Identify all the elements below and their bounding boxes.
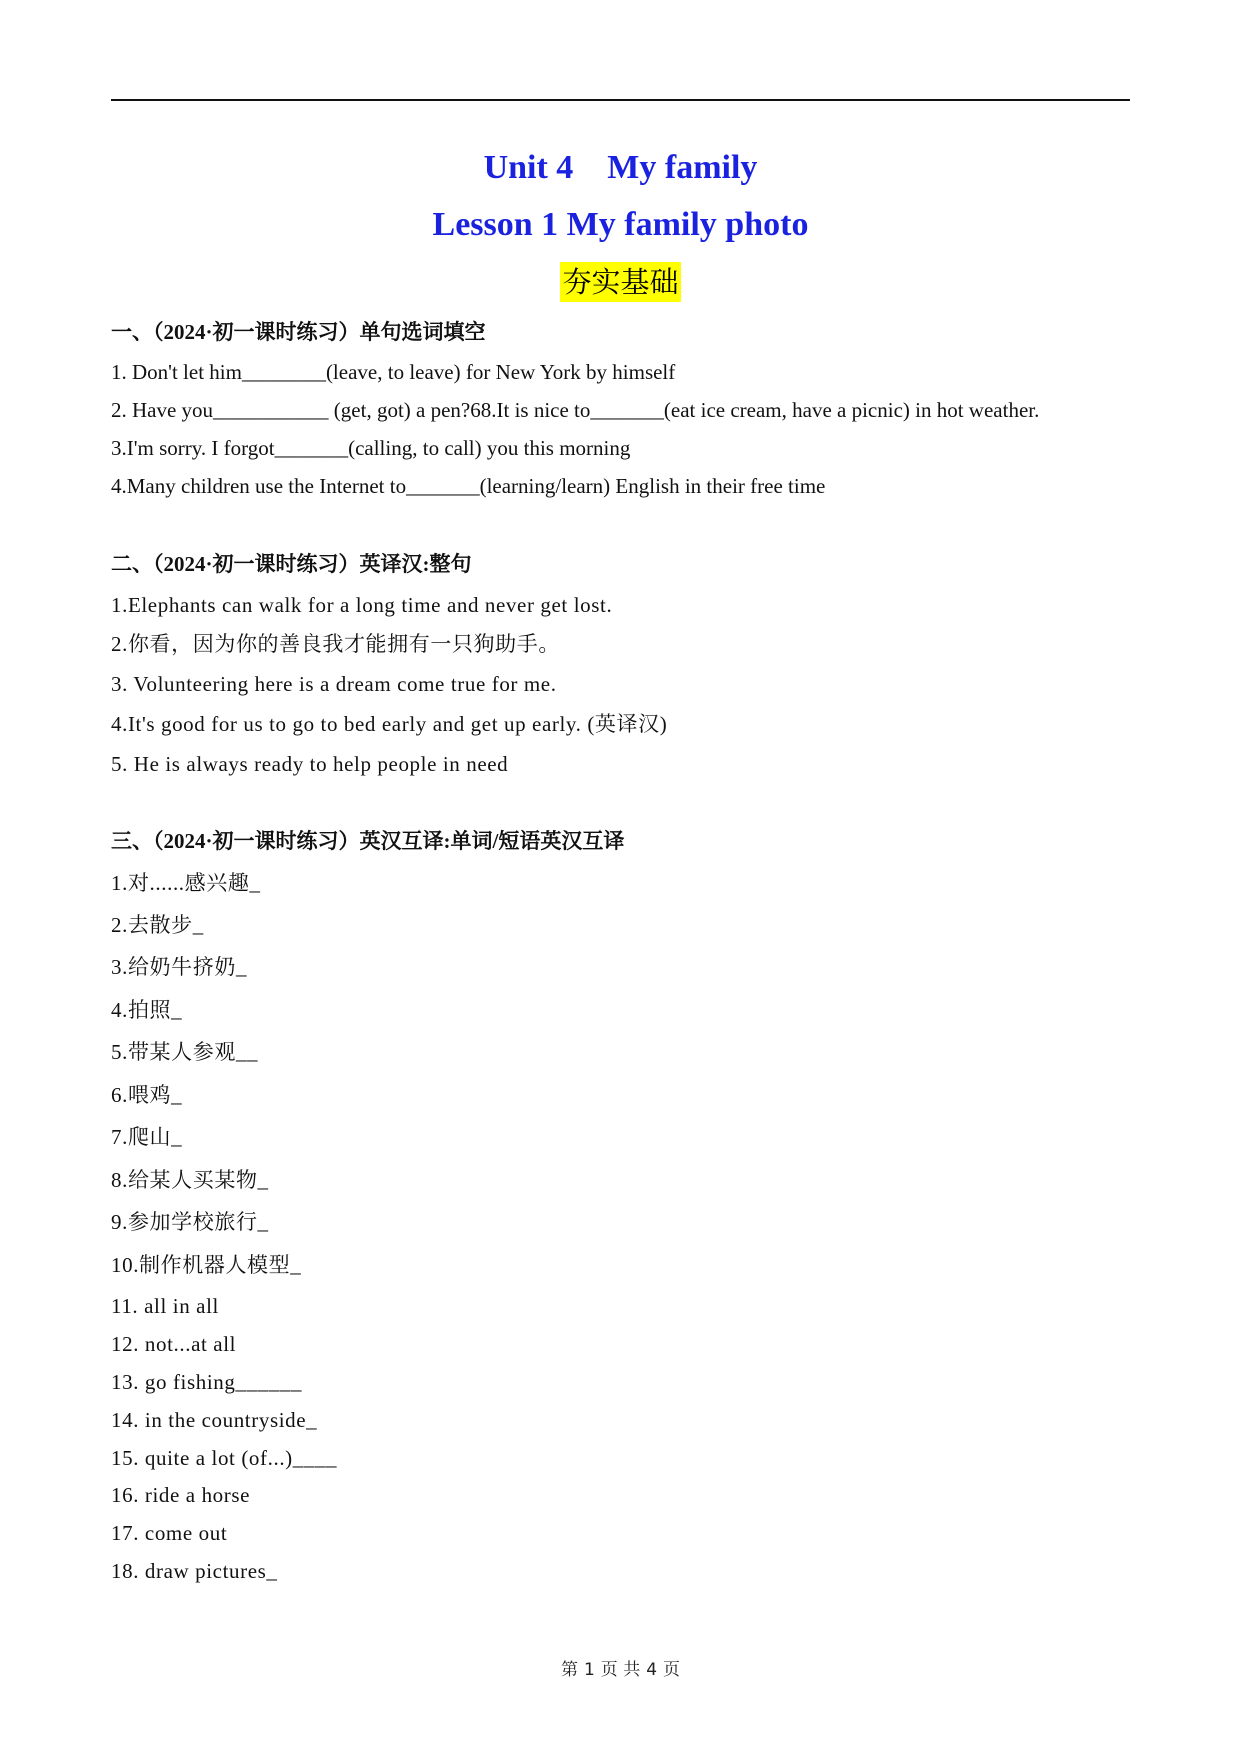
header-rule [111,99,1130,101]
section1-item-2: 2. Have you___________ (get, got) a pen?68.It is nice to_______(eat ice cream, have a picnic) in hot weather. [111,398,1040,422]
section1-item-1: 1. Don't let him________(leave, to leave) for New York by himself [111,360,676,384]
section3-item-18: 18. draw pictures_ [111,1559,278,1583]
section3-item-5: 5.带某人参观__ [111,1040,259,1064]
footer-prefix: 第 [560,1660,578,1680]
section3-item-11: 11. all in all [111,1294,219,1318]
section3-item-12: 12. not...at all [111,1332,237,1356]
section3-item-2: 2.去散步_ [111,913,204,937]
section2-item-3: 3. Volunteering here is a dream come true for me. [111,672,557,696]
unit-title: Unit 4 My family [483,149,758,186]
section-badge: 夯实基础 [560,262,680,302]
section1-item-3: 3.I'm sorry. I forgot_______(calling, to call) you this morning [111,436,631,460]
section3-item-3: 3.给奶牛挤奶_ [111,955,248,979]
section3-item-6: 6.喂鸡_ [111,1083,183,1107]
section1-heading: 一、（2024·初一课时练习）单句选词填空 [111,320,486,344]
section3-item-16: 16. ride a horse [111,1483,251,1507]
section3-item-9: 9.参加学校旅行_ [111,1210,269,1234]
section3-item-7: 7.爬山_ [111,1125,183,1149]
section3-item-4: 4.拍照_ [111,998,183,1022]
footer-current-page: 1 [583,1660,595,1680]
footer-middle: 页 共 [600,1660,641,1680]
footer-total-pages: 4 [646,1660,658,1680]
lesson-title: Lesson 1 My family photo [432,206,809,243]
section3-item-15: 15. quite a lot (of...)____ [111,1446,338,1470]
page-footer [0,1658,1241,1682]
section3-item-10: 10.制作机器人模型_ [111,1253,302,1277]
section3-item-14: 14. in the countryside_ [111,1408,318,1432]
section3-heading: 三、（2024·初一课时练习）英汉互译:单词/短语英汉互译 [111,829,625,853]
section2-item-1: 1.Elephants can walk for a long time and never get lost. [111,593,613,617]
section3-item-17: 17. come out [111,1521,228,1545]
section3-item-13: 13. go fishing______ [111,1370,303,1394]
footer-suffix: 页 [663,1660,681,1680]
section2-item-4: 4.It's good for us to go to bed early and get up early. (英译汉) [111,712,668,736]
section2-heading: 二、（2024·初一课时练习）英译汉:整句 [111,552,472,576]
section3-item-8: 8.给某人买某物_ [111,1168,269,1192]
section1-item-4: 4.Many children use the Internet to_______(learning/learn) English in their free time [111,474,826,498]
section2-item-5: 5. He is always ready to help people in need [111,752,509,776]
section-badge-wrap [0,262,1241,302]
section3-item-1: 1.对......感兴趣_ [111,871,261,895]
section2-item-2: 2.你看，因为你的善良我才能拥有一只狗助手。 [111,632,560,656]
